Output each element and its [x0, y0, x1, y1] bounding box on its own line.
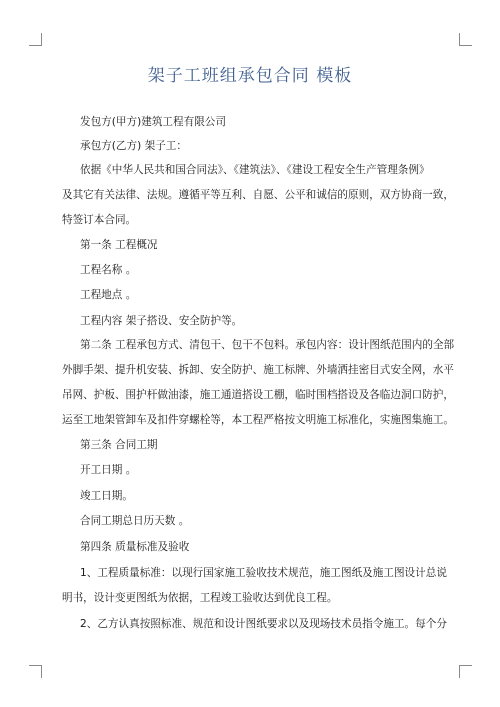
paragraph-line: 2、乙方认真按照标准、规范和设计图纸要求以及现场技术员指令施工。每个分	[80, 618, 447, 630]
party-a-line: 发包方(甲方)建筑工程有限公司	[80, 116, 226, 128]
document-title: 架子工班组承包合同 模板	[147, 66, 353, 86]
paragraph-line: 工程内容 架子搭设、安全防护等。	[80, 315, 243, 327]
paragraph-line: 1、工程质量标准：以现行国家施工验收技术规范，施工图纸及施工图设计总说	[80, 567, 447, 579]
section-heading: 第三条 合同工期	[80, 439, 158, 451]
crop-mark-top-right	[459, 33, 472, 46]
crop-mark-bottom-left	[29, 665, 42, 678]
section-heading: 第四条 质量标准及验收	[80, 541, 190, 553]
paragraph-line: 工程名称 。	[80, 264, 137, 276]
paragraph-line: 吊网、护板、围护杆做油漆，施工通道搭设工棚，临时围档搭设及各临边洞口防护，	[62, 389, 454, 401]
section-heading: 第一条 工程概况	[80, 239, 158, 251]
paragraph-line: 及其它有关法律、法规。遵循平等互利、自愿、公平和诚信的原则，双方协商一致，	[62, 189, 454, 201]
paragraph-line: 运至工地架管卸车及扣件穿螺栓等，本工程严格按文明施工标准化，实施图集施工。	[62, 414, 454, 426]
paragraph-line: 依据《中华人民共和国合同法》、《建筑法》、《建设工程安全生产管理条例》	[80, 164, 430, 176]
paragraph-line: 合同工期总日历天数 。	[80, 515, 190, 527]
paragraph-line: 竣工日期。	[80, 490, 133, 502]
paragraph-line: 开工日期 。	[80, 464, 137, 476]
paragraph-line: 第二条 工程承包方式、清包干、包干不包料。承包内容：设计图纸范围内的全部	[80, 339, 455, 351]
paragraph-line: 外脚手架、提升机安装、拆卸、安全防护、施工标牌、外墙洒挂密目式安全网，水平	[62, 364, 454, 376]
party-b-line: 承包方(乙方) 架子工：	[80, 140, 187, 152]
paragraph-line: 工程地点 。	[80, 289, 137, 301]
crop-mark-bottom-right	[459, 665, 472, 678]
paragraph-line: 特签订本合同。	[62, 214, 137, 226]
paragraph-line: 明书，设计变更图纸为依据，工程竣工验收达到优良工程。	[62, 592, 338, 604]
crop-mark-top-left	[29, 33, 42, 46]
